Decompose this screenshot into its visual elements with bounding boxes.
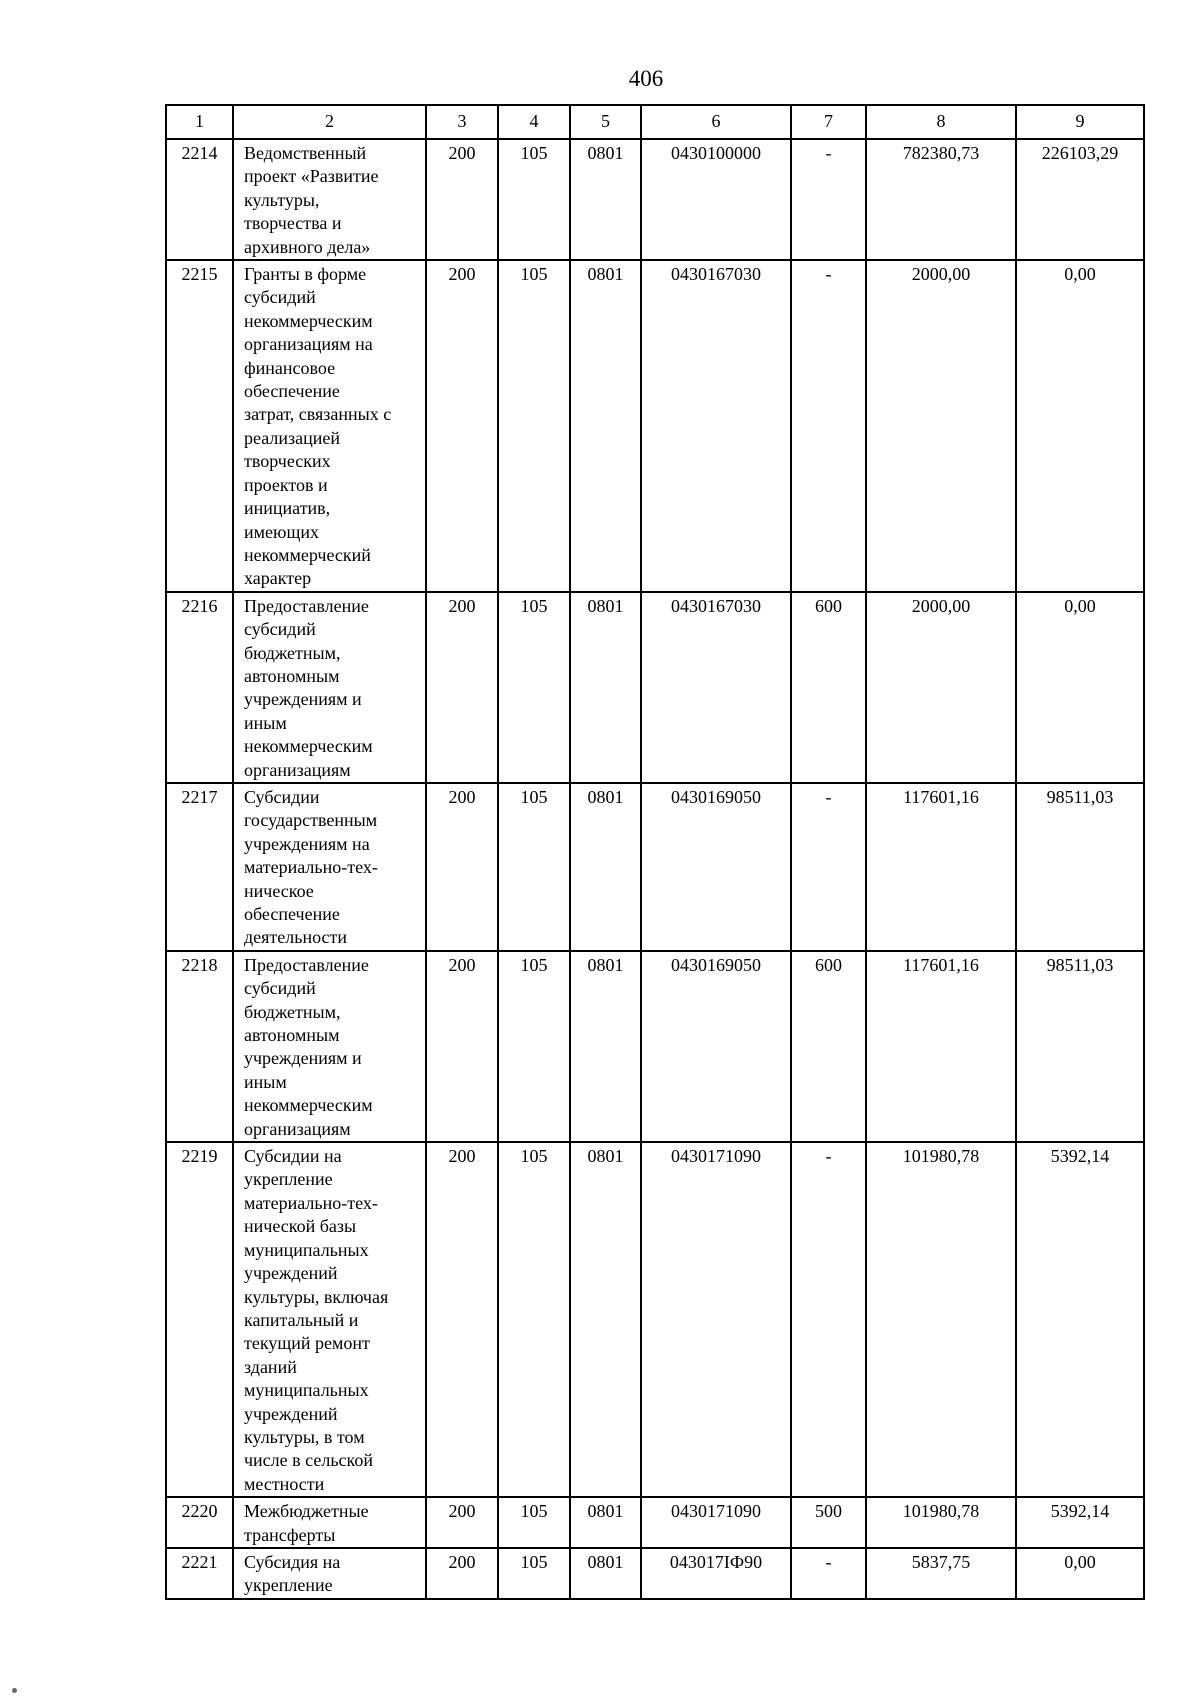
row-name-cell: Гранты в форме субсидий некоммерческим организациям на финансовое обеспечение затрат, связанных с реализацией творческих проектов и инициатив, имеющих некоммерческий характер [233, 260, 426, 592]
col5-cell: 0801 [570, 1548, 641, 1599]
row-number-cell: 2217 [166, 783, 233, 951]
column-header: 9 [1016, 105, 1144, 139]
col4-cell: 105 [498, 1548, 570, 1599]
col6-cell: 0430169050 [641, 783, 791, 951]
col5-cell: 0801 [570, 260, 641, 592]
row-name-cell: Субсидии государственным учреждениям на материально-тех- ническое обеспечение деятельности [233, 783, 426, 951]
col9-cell: 0,00 [1016, 1548, 1144, 1599]
col8-cell: 117601,16 [866, 951, 1016, 1142]
row-number-cell: 2214 [166, 139, 233, 260]
col6-cell: 0430100000 [641, 139, 791, 260]
col8-cell: 101980,78 [866, 1142, 1016, 1497]
row-name-cell: Предоставление субсидий бюджетным, автономным учреждениям и иным некоммерческим организациям [233, 951, 426, 1142]
col6-cell: 0430167030 [641, 260, 791, 592]
col3-cell: 200 [426, 1548, 498, 1599]
col8-cell: 2000,00 [866, 592, 1016, 783]
table-row [166, 951, 1144, 1142]
row-number-cell: 2219 [166, 1142, 233, 1497]
table-row [166, 260, 1144, 592]
col6-cell: 0430169050 [641, 951, 791, 1142]
column-header: 2 [233, 105, 426, 139]
col9-cell: 0,00 [1016, 260, 1144, 592]
col3-cell: 200 [426, 1142, 498, 1497]
col6-cell: 043017IФ90 [641, 1548, 791, 1599]
col7-cell: - [791, 260, 866, 592]
col4-cell: 105 [498, 260, 570, 592]
col3-cell: 200 [426, 260, 498, 592]
col5-cell: 0801 [570, 951, 641, 1142]
col8-cell: 101980,78 [866, 1497, 1016, 1548]
page-number: 406 [628, 66, 664, 91]
col7-cell: 500 [791, 1497, 866, 1548]
col8-cell: 782380,73 [866, 139, 1016, 260]
table-row [166, 1497, 1144, 1548]
column-header: 8 [866, 105, 1016, 139]
table-row [166, 1548, 1144, 1599]
column-header: 5 [570, 105, 641, 139]
row-name-cell: Ведомственный проект «Развитие культуры, творчества и архивного дела» [233, 139, 426, 260]
column-header: 1 [166, 105, 233, 139]
col5-cell: 0801 [570, 1142, 641, 1497]
col4-cell: 105 [498, 783, 570, 951]
row-name-cell: Предоставление субсидий бюджетным, автономным учреждениям и иным некоммерческим организациям [233, 592, 426, 783]
col9-cell: 98511,03 [1016, 783, 1144, 951]
row-number-cell: 2216 [166, 592, 233, 783]
column-header: 6 [641, 105, 791, 139]
scan-speck [12, 1688, 17, 1693]
col4-cell: 105 [498, 592, 570, 783]
col7-cell: 600 [791, 592, 866, 783]
col8-cell: 2000,00 [866, 260, 1016, 592]
col7-cell: - [791, 1142, 866, 1497]
col4-cell: 105 [498, 139, 570, 260]
col5-cell: 0801 [570, 783, 641, 951]
col3-cell: 200 [426, 592, 498, 783]
row-name-cell: Субсидии на укрепление материально-тех- нической базы муниципальных учреждений культуры, включая капитальный и текущий ремонт зданий муниципальных учреждений культуры, в том числе в сельской местности [233, 1142, 426, 1497]
col7-cell: 600 [791, 951, 866, 1142]
col5-cell: 0801 [570, 1497, 641, 1548]
col9-cell: 5392,14 [1016, 1142, 1144, 1497]
budget-table [165, 104, 1145, 1600]
col8-cell: 5837,75 [866, 1548, 1016, 1599]
table-row [166, 139, 1144, 260]
col5-cell: 0801 [570, 139, 641, 260]
col3-cell: 200 [426, 951, 498, 1142]
row-number-cell: 2215 [166, 260, 233, 592]
col8-cell: 117601,16 [866, 783, 1016, 951]
col3-cell: 200 [426, 139, 498, 260]
col7-cell: - [791, 1548, 866, 1599]
col5-cell: 0801 [570, 592, 641, 783]
col6-cell: 0430171090 [641, 1497, 791, 1548]
col4-cell: 105 [498, 1497, 570, 1548]
col9-cell: 0,00 [1016, 592, 1144, 783]
table-row [166, 592, 1144, 783]
col4-cell: 105 [498, 1142, 570, 1497]
col9-cell: 98511,03 [1016, 951, 1144, 1142]
col3-cell: 200 [426, 1497, 498, 1548]
table-row [166, 783, 1144, 951]
col6-cell: 0430167030 [641, 592, 791, 783]
col9-cell: 226103,29 [1016, 139, 1144, 260]
col7-cell: - [791, 783, 866, 951]
row-number-cell: 2220 [166, 1497, 233, 1548]
row-name-cell: Межбюджетные трансферты [233, 1497, 426, 1548]
column-header: 4 [498, 105, 570, 139]
column-header: 7 [791, 105, 866, 139]
col4-cell: 105 [498, 951, 570, 1142]
column-header: 3 [426, 105, 498, 139]
col6-cell: 0430171090 [641, 1142, 791, 1497]
col3-cell: 200 [426, 783, 498, 951]
row-number-cell: 2221 [166, 1548, 233, 1599]
column-number-row [166, 105, 1144, 139]
row-number-cell: 2218 [166, 951, 233, 1142]
row-name-cell: Субсидия на укрепление [233, 1548, 426, 1599]
table-row [166, 1142, 1144, 1497]
col7-cell: - [791, 139, 866, 260]
col9-cell: 5392,14 [1016, 1497, 1144, 1548]
